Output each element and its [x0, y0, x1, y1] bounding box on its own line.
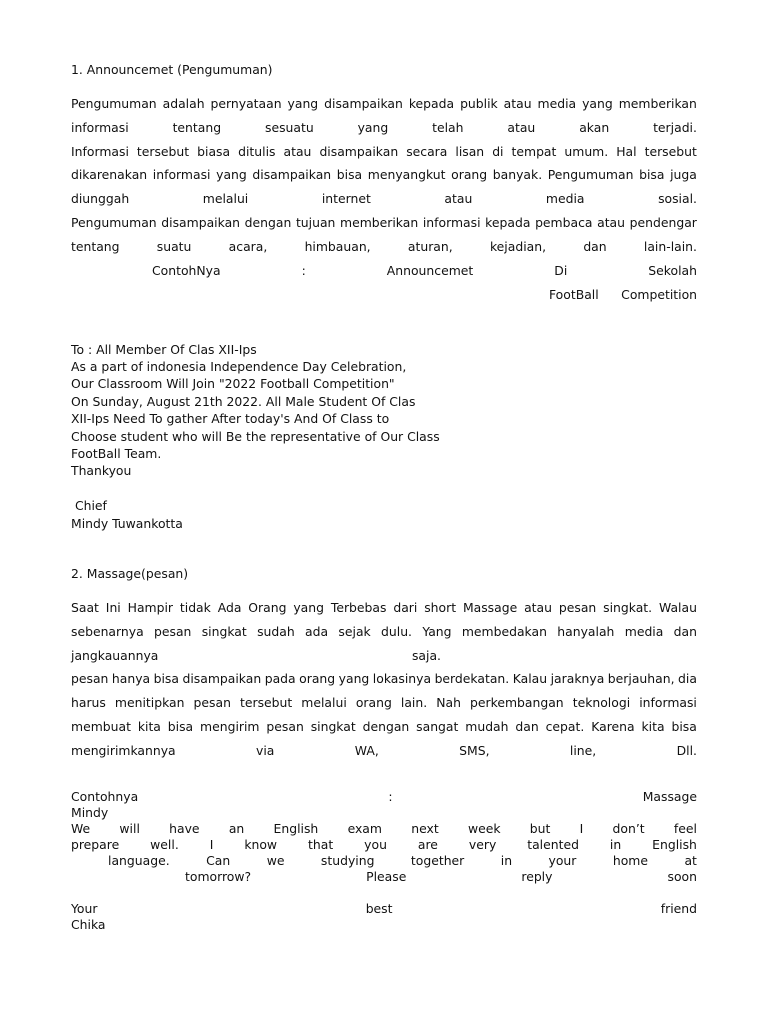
- word: week: [467, 821, 501, 836]
- word: terjadi.: [653, 120, 697, 135]
- word: Ini: [105, 600, 121, 615]
- word: hanyalah: [557, 624, 615, 639]
- word: Hampir: [127, 600, 174, 615]
- word: will: [119, 821, 140, 836]
- word: WA,: [354, 743, 379, 758]
- word: singkat: [310, 719, 356, 734]
- word: dan: [515, 719, 539, 734]
- word: bisa: [336, 167, 363, 182]
- word: kepada: [408, 96, 455, 111]
- word: I: [209, 837, 214, 852]
- word: dulu.: [381, 624, 412, 639]
- word: atau: [444, 191, 473, 206]
- word: Please: [366, 869, 407, 884]
- word: together: [410, 853, 465, 868]
- word: in: [609, 837, 622, 852]
- word: but: [529, 821, 551, 836]
- word: disampaikan: [161, 215, 241, 230]
- word: We: [71, 821, 91, 836]
- word: Competition: [621, 287, 697, 302]
- word: kepada: [485, 215, 531, 230]
- word: in: [500, 853, 513, 868]
- word: informasi: [639, 695, 697, 710]
- letter-line: FootBall Team.: [71, 446, 162, 461]
- word: sudah: [257, 624, 295, 639]
- word: via: [256, 743, 275, 758]
- word: Saat: [71, 600, 99, 615]
- word: singkat: [201, 624, 247, 639]
- word: your: [548, 853, 577, 868]
- word: we: [266, 853, 285, 868]
- word: that: [308, 837, 334, 852]
- word: dan: [583, 239, 607, 254]
- word: Kalau: [512, 671, 548, 686]
- word: kita: [641, 719, 665, 734]
- word: mengirimkannya: [71, 743, 176, 758]
- sender-name: Chika: [71, 917, 106, 932]
- word: jaraknya: [550, 671, 605, 686]
- word: membedakan: [461, 624, 547, 639]
- word: tidak: [179, 600, 211, 615]
- word: pesan: [154, 624, 192, 639]
- word: home: [612, 853, 648, 868]
- word: memberikan: [340, 215, 419, 230]
- word: saja.: [411, 648, 441, 663]
- word: pesan: [558, 600, 597, 615]
- word: next: [411, 821, 439, 836]
- word: Orang: [248, 600, 287, 615]
- word: ditulis: [238, 144, 276, 159]
- word: sebenarnya: [71, 624, 144, 639]
- letter-line: To : All Member Of Clas XII-Ips: [71, 342, 257, 357]
- word: bisa: [639, 167, 665, 182]
- word: short: [424, 600, 457, 615]
- word: know: [244, 837, 278, 852]
- word: yang: [293, 600, 324, 615]
- word: pendengar: [629, 215, 697, 230]
- word: media: [537, 96, 577, 111]
- word: lisan: [455, 144, 485, 159]
- word: internet: [321, 191, 371, 206]
- word: Pengumuman: [71, 215, 157, 230]
- s1-line-4: [71, 167, 697, 183]
- s2-line-6: [71, 719, 697, 735]
- word: ContohNya: [152, 263, 221, 278]
- word: dia: [678, 671, 697, 686]
- word: :: [301, 263, 306, 278]
- word: at: [684, 853, 697, 868]
- word: prepare: [71, 837, 120, 852]
- s2-line-3: [71, 648, 441, 664]
- word: kita: [137, 719, 161, 734]
- word: friend: [660, 901, 697, 916]
- word: don’t: [612, 821, 645, 836]
- s1-example-title: [549, 287, 697, 303]
- word: studying: [320, 853, 375, 868]
- signature-title: Chief: [71, 498, 107, 513]
- word: berdekatan.: [434, 671, 510, 686]
- word: singkat.: [603, 600, 653, 615]
- s1-line-1: [71, 96, 697, 112]
- word: very: [468, 837, 497, 852]
- word: tentang: [71, 239, 120, 254]
- word: orang: [355, 695, 392, 710]
- word: tomorrow?: [185, 869, 252, 884]
- word: FootBall: [549, 287, 599, 302]
- word: bisa: [153, 671, 179, 686]
- s2-line-4: [71, 671, 697, 687]
- message-line: [71, 821, 697, 837]
- example-header: [71, 789, 697, 805]
- word: Ada: [217, 600, 242, 615]
- word: Pengumuman: [71, 96, 157, 111]
- word: juga: [670, 167, 697, 182]
- word: orang: [451, 167, 488, 182]
- word: language.: [108, 853, 170, 868]
- word: yang: [287, 96, 319, 111]
- word: Terbebas: [330, 600, 387, 615]
- word: Informasi: [71, 144, 129, 159]
- word: disampaikan: [182, 671, 262, 686]
- word: bisa: [671, 719, 697, 734]
- s2-line-2: [71, 624, 697, 640]
- word: tempat: [511, 144, 557, 159]
- letter-line: Choose student who will Be the representative of Our Class: [71, 429, 440, 444]
- word: memberikan: [618, 96, 697, 111]
- word: Pengumuman: [547, 167, 634, 182]
- word: Yang: [422, 624, 452, 639]
- word: you: [364, 837, 387, 852]
- word: umum.: [564, 144, 609, 159]
- s1-line-6: [71, 215, 697, 231]
- word: have: [169, 821, 200, 836]
- word: disampaikan: [252, 167, 332, 182]
- word: lain-lain.: [643, 239, 697, 254]
- word: Dll.: [676, 743, 697, 758]
- word: Contohnya: [71, 789, 139, 804]
- word: yang: [582, 96, 613, 111]
- word: pesan: [193, 695, 231, 710]
- word: banyak.: [492, 167, 543, 182]
- letter-line: XII-Ips Need To gather After today's And Of Class to: [71, 411, 390, 426]
- word: tersebut: [136, 144, 190, 159]
- word: an: [228, 821, 245, 836]
- word: harus: [71, 695, 106, 710]
- s1-example-line: [152, 263, 697, 279]
- word: pada: [264, 671, 296, 686]
- word: tersebut: [240, 695, 293, 710]
- s2-line-7: [71, 743, 697, 759]
- word: SMS,: [459, 743, 490, 758]
- word: diunggah: [71, 191, 130, 206]
- s1-line-2: [71, 120, 697, 136]
- word: atau: [524, 600, 552, 615]
- s1-line-3: [71, 144, 697, 160]
- word: teknologi: [572, 695, 631, 710]
- word: sesuatu: [264, 120, 314, 135]
- word: tujuan: [295, 215, 336, 230]
- word: acara,: [228, 239, 268, 254]
- word: cepat.: [545, 719, 585, 734]
- word: membuat: [71, 719, 131, 734]
- word: informasi: [422, 215, 481, 230]
- word: tentang: [172, 120, 222, 135]
- word: Walau: [658, 600, 697, 615]
- section-2-heading: 2. Massage(pesan): [71, 566, 189, 581]
- word: aturan,: [407, 239, 453, 254]
- word: Massage: [462, 600, 518, 615]
- word: best: [365, 901, 393, 916]
- document-page: [71, 0, 697, 1024]
- word: kejadian,: [489, 239, 547, 254]
- word: jangkauannya: [71, 648, 159, 663]
- word: yang: [338, 671, 370, 686]
- word: melalui: [202, 191, 249, 206]
- signature-name: Mindy Tuwankotta: [71, 516, 183, 531]
- word: yang: [216, 167, 247, 182]
- word: publik: [460, 96, 498, 111]
- word: lain.: [400, 695, 428, 710]
- word: media: [624, 624, 664, 639]
- word: orang: [299, 671, 336, 686]
- word: telah: [432, 120, 464, 135]
- word: atau: [507, 120, 536, 135]
- word: perkembangan: [470, 695, 564, 710]
- letter-line: As a part of indonesia Independence Day Celebration,: [71, 359, 407, 374]
- word: sosial.: [658, 191, 697, 206]
- word: English: [652, 837, 697, 852]
- word: yang: [357, 120, 389, 135]
- letter-line: Our Classroom Will Join "2022 Football Competition": [71, 376, 395, 391]
- word: talented: [527, 837, 579, 852]
- s1-line-7: [71, 239, 697, 255]
- word: suatu: [156, 239, 192, 254]
- closing-line: [71, 901, 697, 917]
- word: dan: [673, 624, 697, 639]
- word: disampaikan: [319, 144, 399, 159]
- word: :: [388, 789, 393, 804]
- word: dengan: [362, 719, 410, 734]
- word: English: [273, 821, 319, 836]
- word: atau: [283, 144, 312, 159]
- word: Karena: [591, 719, 635, 734]
- word: pesan: [266, 719, 304, 734]
- s1-line-5: [71, 191, 697, 207]
- word: atau: [597, 215, 626, 230]
- word: pernyataan: [210, 96, 282, 111]
- word: mengirim: [200, 719, 260, 734]
- word: himbauan,: [304, 239, 371, 254]
- word: Nah: [436, 695, 461, 710]
- word: ada: [305, 624, 329, 639]
- message-line: [185, 869, 697, 885]
- word: melalui: [301, 695, 347, 710]
- word: dengan: [244, 215, 292, 230]
- message-line: [108, 853, 697, 869]
- word: Your: [71, 901, 98, 916]
- word: pembaca: [535, 215, 593, 230]
- word: Announcemet: [386, 263, 474, 278]
- s2-line-5: [71, 695, 697, 711]
- word: menitipkan: [114, 695, 185, 710]
- word: akan: [579, 120, 610, 135]
- word: lokasinya: [372, 671, 432, 686]
- word: Sekolah: [648, 263, 697, 278]
- word: exam: [347, 821, 382, 836]
- word: Hal: [616, 144, 637, 159]
- word: tersebut: [644, 144, 697, 159]
- word: Can: [206, 853, 231, 868]
- word: I: [579, 821, 584, 836]
- word: dari: [393, 600, 418, 615]
- word: sejak: [338, 624, 371, 639]
- word: berjauhan,: [607, 671, 675, 686]
- message-line: [71, 837, 697, 853]
- word: biasa: [197, 144, 231, 159]
- word: reply: [521, 869, 553, 884]
- word: menyangkut: [367, 167, 446, 182]
- word: dikarenakan: [71, 167, 148, 182]
- word: informasi: [152, 167, 211, 182]
- word: sangat: [416, 719, 459, 734]
- word: Massage: [642, 789, 697, 804]
- word: disampaikan: [324, 96, 403, 111]
- word: hanya: [111, 671, 151, 686]
- word: soon: [667, 869, 697, 884]
- word: adalah: [162, 96, 205, 111]
- section-1-heading: 1. Announcemet (Pengumuman): [71, 62, 273, 77]
- letter-line: On Sunday, August 21th 2022. All Male Student Of Clas: [71, 394, 416, 409]
- word: well.: [150, 837, 179, 852]
- message-recipient: Mindy: [71, 805, 109, 820]
- word: are: [417, 837, 438, 852]
- word: media: [545, 191, 585, 206]
- letter-line: Thankyou: [71, 463, 132, 478]
- word: di: [492, 144, 504, 159]
- word: pesan: [71, 671, 109, 686]
- word: Di: [554, 263, 568, 278]
- word: bisa: [167, 719, 194, 734]
- word: atau: [503, 96, 532, 111]
- word: feel: [673, 821, 697, 836]
- s2-line-1: [71, 600, 697, 616]
- word: line,: [569, 743, 597, 758]
- word: informasi: [71, 120, 129, 135]
- word: mudah: [465, 719, 509, 734]
- word: secara: [406, 144, 448, 159]
